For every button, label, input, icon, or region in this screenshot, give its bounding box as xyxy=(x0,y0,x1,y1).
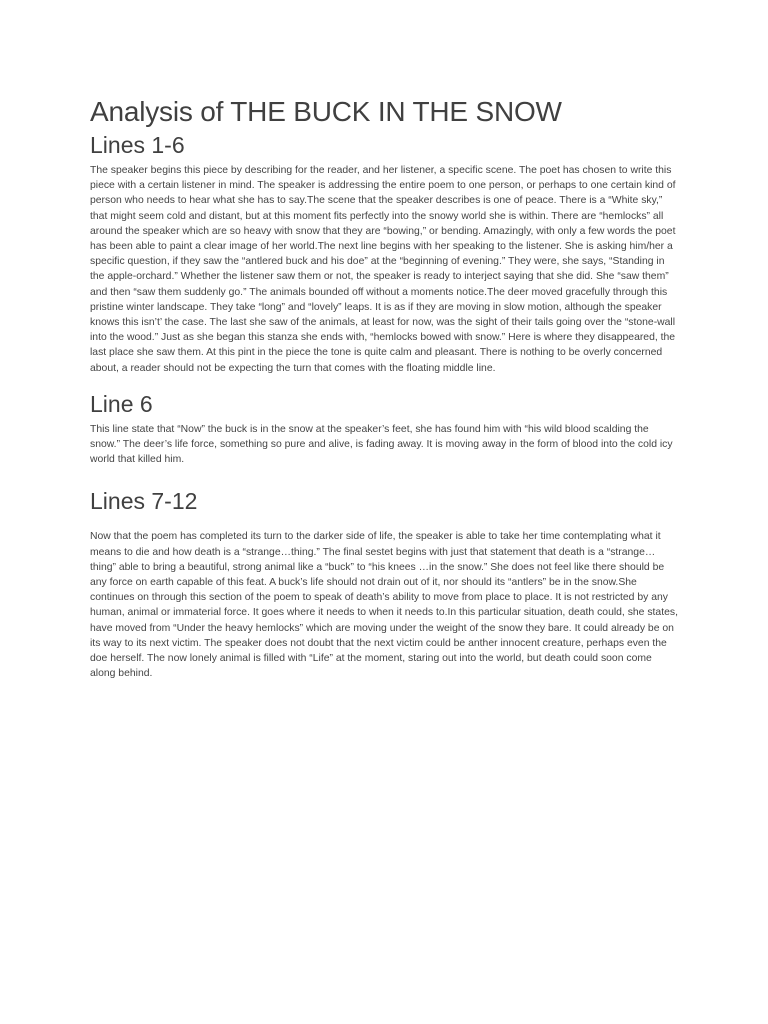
section-heading-lines-1-6: Lines 1-6 xyxy=(90,132,185,158)
document-page xyxy=(90,95,678,681)
section-body-lines-1-6: The speaker begins this piece by describing for the reader, and her listener, a specific scene. The poet has chosen to write this piece with a certain listener in mind. The speaker is addressing the entire poem to one person, or perhaps to one certain kind of person who needs to hear what she has to say.The scene that the speaker describes is one of peace. There is a “White sky,” that might seem cold and distant, but at this moment fits perfectly into the snowy world she is within. There are “hemlocks” all around the speaker which are so heavy with snow that they are “bowing,” or bending. Amazingly, with only a few words the poet has been able to paint a clear image of her world.The next line begins with her speaking to the listener. She is asking him/her a specific question, if they saw the “antlered buck and his doe” at the “beginning of evening.” They were, she says, “Standing in the apple-orchard.” Whether the listener saw them or not, the speaker is ready to interject saying that she did. She “saw them” and then “saw them suddenly go.” The animals bounded off without a moments notice.The deer moved gracefully through this pristine winter landscape. They take “long” and “lovely” leaps. It is as if they are moving in slow motion, although the speaker knows this isn’t’ the case. The last she saw of the animals, at least for now, was the sight of their tails going over the “stone-wall into the wood.” Just as she began this stanza she ends with, “hemlocks bowed with snow.” Here is where they disappeared, the last place she saw them. At this pint in the piece the tone is quite calm and pleasant. There is nothing to be overly concerned about, a reader should not be expecting the turn that comes with the floating middle line. xyxy=(90,165,676,374)
document-title: Analysis of THE BUCK IN THE SNOW xyxy=(90,96,562,127)
section-heading-line-6: Line 6 xyxy=(90,390,153,417)
section-heading-lines-7-12: Lines 7-12 xyxy=(90,488,198,515)
section-body-lines-7-12: Now that the poem has completed its turn to the darker side of life, the speaker is able to take her time contemplating what it means to die and how death is a “strange…thing.” The final sestet begins with just that statement that death is a “strange…thing” able to bring a beautiful, strong animal like a “buck” to “his knees …in the snow.” She does not feel like there should be any force on earth capable of this feat. A buck’s life should not drain out of it, nor should its “antlers” be in the snow.She continues on through this section of the poem to speak of death’s ability to move from place to place. It is not restricted by any human, animal or immaterial force. It goes where it needs to when it needs to.In this particular situation, death could, she states, have moved from “Under the heavy hemlocks” which are moving under the weight of the snow they bare. It could already be on its way to its next victim. The speaker does not doubt that the next victim could be anther innocent creature, perhaps even the doe herself. The now lonely animal is filled with “Life” at the moment, staring out into the world, but death could soon come along behind. xyxy=(90,531,678,680)
section-body-line-6: This line state that “Now” the buck is in the snow at the speaker’s feet, she has found him with “his wild blood scalding the snow.” The deer’s life force, something so pure and alive, is fading away. It is moving away in the form of blood into the cold icy world that killed him. xyxy=(90,423,673,466)
